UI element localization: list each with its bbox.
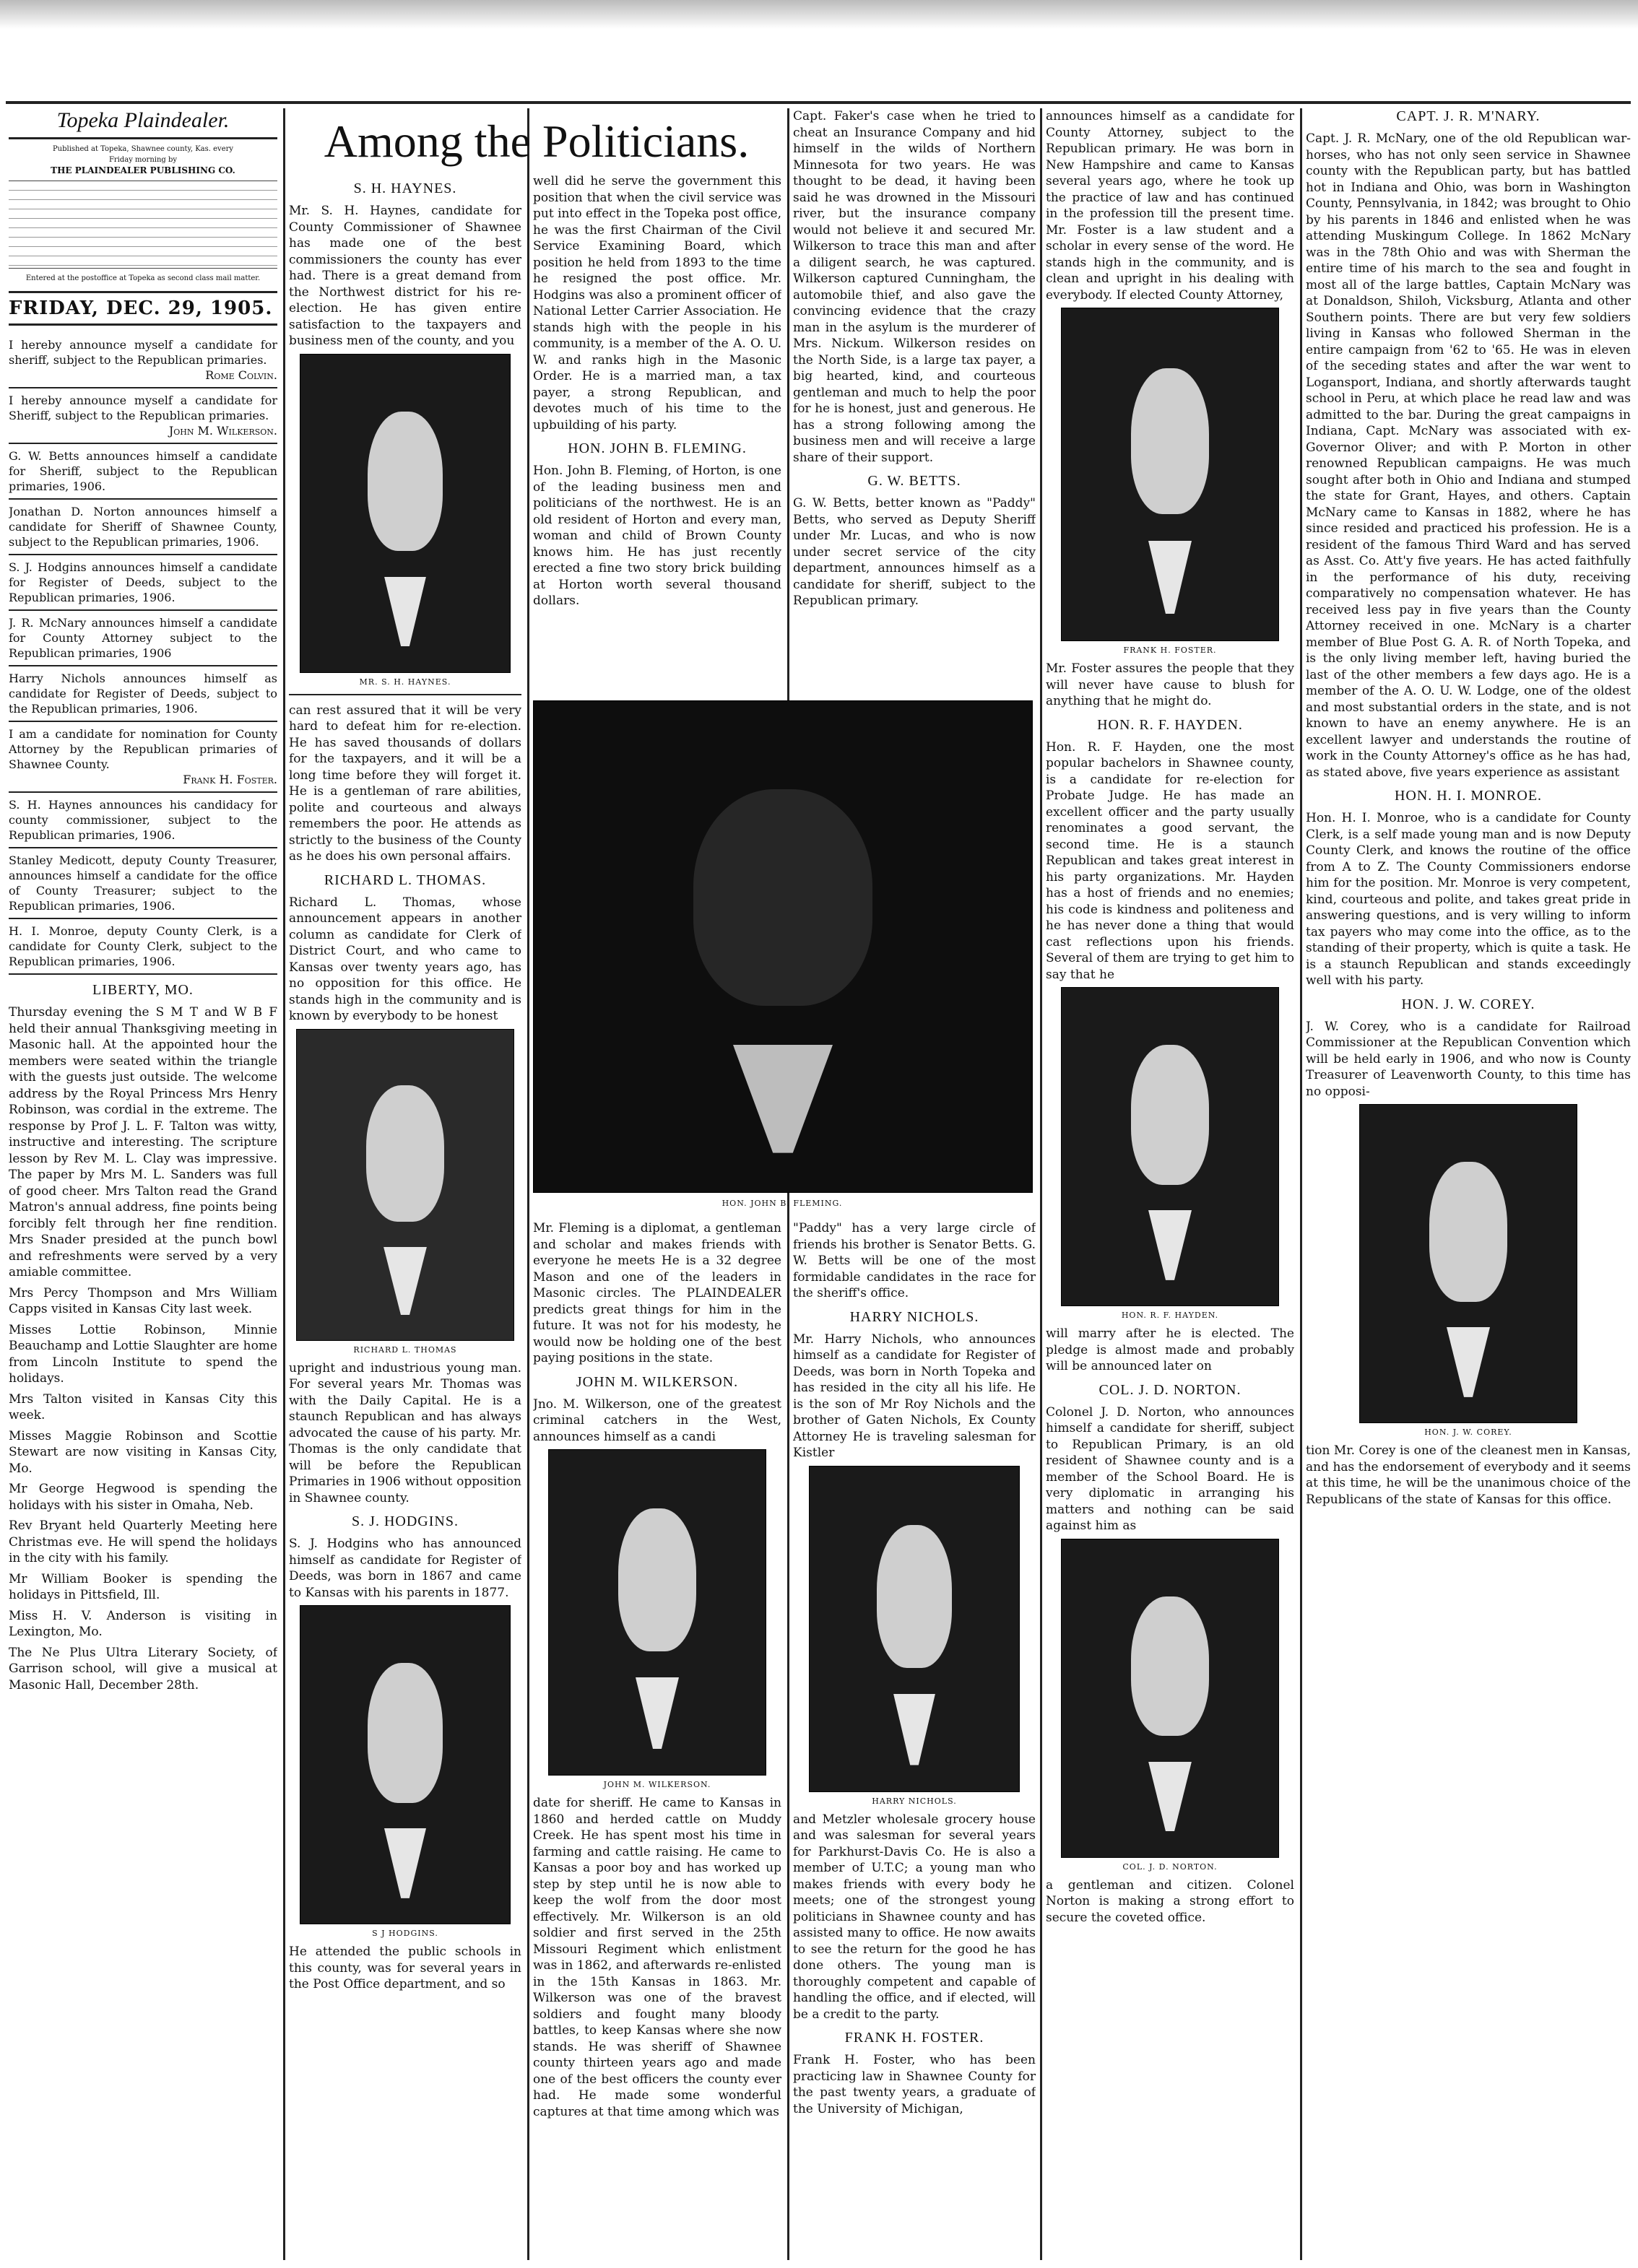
corey-caption: HON. J. W. COREY. (1424, 1428, 1512, 1437)
column-3-lower (533, 1220, 781, 2124)
liberty-paragraph: Misses Maggie Robinson and Scottie Stewart are now visiting in Kansas City, Mo. (9, 1428, 277, 1476)
nichols-caption: HARRY NICHOLS. (872, 1796, 957, 1806)
fleming-portrait (533, 700, 1033, 1193)
liberty-paragraph: Rev Bryant held Quarterly Meeting here Christmas eve. He will spend the holidays in the city with his family. (9, 1518, 277, 1565)
column-4-lower (793, 1220, 1036, 2121)
wilkerson-heading: JOHN M. WILKERSON. (576, 1373, 739, 1390)
nichols-paragraph: Mr. Harry Nichols, who announces himself as a candidate for Register of Deeds, was born in North Topeka and has resided in the city all his life. He is the son of Mr Roy Nichols and the brother of Gaten Nichols, Ex County Attorney He is traveling salesman for Kistler (793, 1331, 1036, 1460)
liberty-paragraph: Mr William Booker is spending the holidays in Pittsfield, Ill. (9, 1571, 277, 1602)
announcement-text: Jonathan D. Norton announces himself a candidate for Sheriff of Shawnee County, subject to the Republican primaries, 1906. (9, 505, 277, 549)
betts-paragraph: "Paddy" has a very large circle of friends his brother is Senator Betts. G. W. Betts will be one of the most formidable candidates in the race for the sheriff's office. (793, 1221, 1036, 1300)
hodgins-continued: well did he serve the government this position that when the civil service was put into effect in the Topeka post office, he was the first Chairman of the Civil Service Examining Board, which position he held from 1893 to the time he resigned the post office. Mr. Hodgins was also a prominent officer of National Letter Carrier Association. He stands high with the people in his community, is a member of the A. O. U. W. and ranks high in the Masonic Order. He is a married man, a tax payer, a strong Republican, and devotes much of his time to the upbuilding of his party. (533, 174, 781, 433)
announcement-text: G. W. Betts announces himself a candidate for Sheriff, subject to the Republican primaries, 1906. (9, 449, 277, 493)
nichols-heading: HARRY NICHOLS. (849, 1308, 979, 1325)
hodgins-caption: S J HODGINS. (372, 1929, 438, 1938)
column-rule (283, 108, 285, 2260)
announcement-signature: Frank H. Foster. (183, 773, 277, 786)
haynes-portrait (300, 354, 511, 673)
liberty-paragraph: Misses Lottie Robinson, Minnie Beauchamp and Lottie Slaughter are home from Lincoln Institute to spend the holidays. (9, 1322, 277, 1386)
foster-paragraph: announces himself as a candidate for County Attorney, subject to the Republican primary. He was born in New Hampshire and came to Kansas several years ago, where he took up the practice of law and has continued in the profession till the present time. Mr. Foster is a law student and a scholar in every sense of the word. He stands high in the community, and is clean and upright in his dealing with everybody. If elected County Attorney, (1046, 109, 1294, 303)
foster-caption: FRANK H. FOSTER. (1123, 646, 1217, 655)
column-4 (793, 108, 1036, 614)
norton-paragraph: Colonel J. D. Norton, who announces himself a candidate for sheriff, subject to Republican Primary, is an old resident of Shawnee county and is a member of the School Board. He is very diplomatic in arranging his matters and nothing can be said against him as (1046, 1404, 1294, 1533)
fleming-caption: HON. JOHN B. FLEMING. (722, 1199, 843, 1208)
mcnary-paragraph: Capt. J. R. McNary, one of the old Republican war-horses, who has not only seen service in Shawnee county with the Republican party, but has battled hot in Indiana and Ohio, was born in Washington County, Pennsylvania, in 1842; was brought to Ohio by his parents in 1846 and enlisted when he was attending Muskingum College. In 1862 McNary was in the 78th Ohio and was with Sherman the entire time of his march to the sea and fought in most all of the large battles, Captain McNary was at Donaldson, Shiloh, Vicksburg, Atlanta and other Southern points. There are but very few soldiers living in Kansas who followed Sherman in the entire campaign from '62 to '65. He was in eleven of the seceding states and after the war went to Logansport, Indiana, and shortly afterwards taught school in Peru, at which place he read law and was admitted to the bar. During the great campaigns in Indiana, Capt. McNary was associated with ex-Governor Oliver; and with P. Morton in other renowned Republican campaigns. He was much sought after both in Ohio and Indiana and stumped the state for Grant, Hayes, and others. Captain McNary came to Kansas in 1882, where he has since resided and practiced his profession. He is a resident of the famous Third Ward and has served as Asst. Co. Att'y five years. He has acted faithfully in the performance of his duty, receiving comparatively no compensation whatever. He has received less pay in five years than the County Attorney received in one. McNary is a charter member of Blue Post G. A. R. of North Topeka, and is the only living member left, having buried the last of the other members a few days ago. He is a member of the A. O. U. W. Lodge, one of the oldest and most substantial orders in the state, and is not known to have an enemy anywhere. He is an excellent lawyer and understands the routine of work in the County Attorney's office as he has had, as stated above, five years experience as assistant (1306, 131, 1631, 780)
announcement (9, 500, 277, 555)
scan-edge (0, 0, 1638, 29)
hodgins-paragraph: S. J. Hodgins who has announced himself as candidate for Register of Deeds, was born in 1867 and came to Kansas with his parents in 1877. (289, 1537, 521, 1600)
thomas-paragraph: upright and industrious young man. For several years Mr. Thomas was with the Daily Capital. He is a staunch Republican and has always advocated the cause of his party. Mr. Thomas is the only candidate that will be before the Republican Primaries in 1906 without opposition in Shawnee county. (289, 1360, 521, 1506)
announcement-signature: John M. Wilkerson. (168, 424, 277, 438)
nichols-portrait (809, 1466, 1020, 1792)
fleming-heading: HON. JOHN B. FLEMING. (568, 440, 747, 456)
announcement (9, 611, 277, 666)
column-2 (289, 173, 521, 1997)
subscription-rates-block (9, 181, 277, 269)
norton-portrait (1061, 1539, 1279, 1858)
masthead-publisher: THE PLAINDEALER PUBLISHING CO. (51, 165, 235, 175)
haynes-paragraph: can rest assured that it will be very hard to defeat him for re-election. He has saved thousands of dollars for the taxpayers, and it will be a long time before they will forget it. He is a gentleman of rare abilities, polite and courteous and always remembers the poor. He attends as strictly to the business of the County as he does his own personal affairs. (289, 703, 521, 864)
announcement-text: Stanley Medicott, deputy County Treasurer, announces himself a candidate for the office of County Treasurer; subject to the Republican primaries, 1906. (9, 853, 277, 913)
announcement (9, 722, 277, 793)
announcement-text: S. H. Haynes announces his candidacy for county commissioner, subject to the Republican primaries, 1906. (9, 798, 277, 842)
announcement (9, 919, 277, 975)
wilkerson-paragraph: date for sheriff. He came to Kansas in 1860 and herded cattle on Muddy Creek. He has spent most his time in farming and cattle raising. He came to Kansas a poor boy and has worked up step by step until he is now able to keep the wolf from the door most effectively. Mr. Wilkerson is an old soldier and first served in the 25th Missouri Regiment which enlistment was in 1862, and afterwards re-enlisted in the 15th Kansas in 1863. Mr. Wilkerson was one of the bravest soldiers and fought many bloody battles, to keep Kansas where she now stands. He was sheriff of Shawnee county thirteen years ago and made one of the best officers the county ever had. He made some wonderful captures at that time among which was (533, 1796, 781, 2119)
corey-heading: HON. J. W. COREY. (1401, 996, 1535, 1012)
monroe-heading: HON. H. I. MONROE. (1394, 788, 1543, 804)
announcement (9, 333, 277, 388)
announcements (9, 333, 277, 975)
column-6 (1306, 108, 1631, 1512)
norton-paragraph: a gentleman and citizen. Colonel Norton is making a strong effort to secure the coveted office. (1046, 1877, 1294, 1925)
announcement-signature: Rome Colvin. (205, 368, 277, 382)
haynes-heading: S. H. HAYNES. (353, 181, 457, 196)
announcement-text: Harry Nichols announces himself as candidate for Register of Deeds, subject to the Republican primaries, 1906. (9, 672, 277, 716)
column-1 (9, 108, 277, 1698)
foster-paragraph: Mr. Foster assures the people that they will never have cause to blush for anything that he might do. (1046, 661, 1294, 708)
corey-paragraph: J. W. Corey, who is a candidate for Railroad Commissioner at the Republican Convention which will be held early in 1906, and who now is County Treasurer of Leavenworth County, to this time has no opposi- (1306, 1019, 1631, 1099)
liberty-paragraph: The Ne Plus Ultra Literary Society, of Garrison school, will give a musical at Masonic Hall, December 28th. (9, 1645, 277, 1693)
thomas-paragraph: Richard L. Thomas, whose announcement appears in another column as candidate for Clerk of District Court, and who came to Kansas over twenty years ago, has no opposition for this office. He stands high in the community and is known by everybody to be honest (289, 895, 521, 1023)
liberty-paragraph: Miss H. V. Anderson is visiting in Lexington, Mo. (9, 1608, 277, 1639)
announcement-text: J. R. McNary announces himself a candidate for County Attorney subject to the Republican primaries, 1906 (9, 616, 277, 660)
announcement (9, 444, 277, 500)
foster-portrait (1061, 308, 1279, 641)
hayden-heading: HON. R. F. HAYDEN. (1097, 716, 1243, 733)
haynes-paragraph: Mr. S. H. Haynes, candidate for County Commissioner of Shawnee has made one of the best commissioners the county has ever had. There is a great demand from the Northwest district for his re-election. He has given entire satisfaction to the taxpayers and business men of the county, and you (289, 204, 521, 348)
corey-portrait (1359, 1104, 1577, 1423)
liberty-paragraph: Mrs Percy Thompson and Mrs William Capps visited in Kansas City last week. (9, 1285, 277, 1316)
hodgins-paragraph: He attended the public schools in this county, was for several years in the Post Office department, and so (289, 1945, 521, 1991)
wilkerson-caption: JOHN M. WILKERSON. (603, 1780, 711, 1789)
fleming-paragraph: Mr. Fleming is a diplomat, a gentleman and scholar and makes friends with everyone he meets He is a 32 degree Mason and one of the leaders in Masonic circles. The PLAINDEALER predicts great things for him in the future. It was not for his modesty, he would now be holding one of the best paying positions in the state. (533, 1221, 781, 1365)
masthead-entry: Entered at the postoffice at Topeka as second class mail matter. (25, 274, 261, 282)
announcement-text: I am a candidate for nomination for County Attorney by the Republican primaries of Shawnee County. (9, 727, 277, 771)
hodgins-heading: S. J. HODGINS. (352, 1513, 459, 1529)
hayden-paragraph: Hon. R. F. Hayden, one the most popular bachelors in Shawnee county, is a candidate for re-election for Probate Judge. He has made an excellent officer and the party usually renominates a good servant, the second time. He is a staunch Republican and takes great interest in his party organizations. Mr. Hayden has a host of friends and no enemies; his code is kindness and politeness and he has never done a thing that would cast reflections upon his friends. Several of them are trying to get him to say that he (1046, 739, 1294, 982)
announcement (9, 793, 277, 848)
thomas-portrait (296, 1029, 514, 1341)
liberty-paragraph: Thursday evening the S M T and W B F held their annual Thanksgiving meeting in Masonic hall. At the appointed hour the members were seated within the triangle with the guests just outside. The welcome address by the Royal Princess Mrs Henry Robinson, was cordial in the extreme. The response by Prof J. L. F. Talton was witty, instructive and interesting. The scripture lesson by Rev M. L. Clay was impressive. The paper by Mrs M. L. Sanders was full of good cheer. Mrs Talton read the Grand Matron's annual address, fine points being forcibly felt through her fine rendition. Mrs Snader presided at the punch bowl and refreshments were served by a very amiable committee. (9, 1005, 277, 1279)
wilkerson-continued: Capt. Faker's case when he tried to cheat an Insurance Company and hid himself in the wilds of Northern Minnesota for two years. He was thought to be dead, it having been said he was drowned in the Missouri river, but the insurance company would not believe it and secured Mr. Wilkerson to trace this man and after a diligent search, he was captured. Wilkerson captured Cunningham, the automobile thief, and also gave the convincing evidence that the crazy man in the asylum is the murderer of Mrs. Nickum. Wilkerson resides on the North Side, is a large tax payer, a big hearted, kind, and courteous gentleman and much to help the poor for he is honest, just and generous. He has a strong following among the business men and will receive a large share of their support. (793, 109, 1036, 465)
mcnary-heading: CAPT. J. R. M'NARY. (1396, 108, 1540, 124)
announcement-text: H. I. Monroe, deputy County Clerk, is a candidate for County Clerk, subject to the Republican primaries, 1906. (9, 924, 277, 968)
issue-date: FRIDAY, DEC. 29, 1905. (9, 291, 277, 326)
announcement (9, 555, 277, 611)
column-5 (1046, 108, 1294, 1930)
announcement-text: S. J. Hodgins announces himself a candidate for Register of Deeds, subject to the Republican primaries, 1906. (9, 560, 277, 604)
hayden-caption: HON. R. F. HAYDEN. (1121, 1311, 1219, 1320)
fleming-paragraph: Hon. John B. Fleming, of Horton, is one of the leading business men and politicians of the northwest. He is an old resident of Horton and every man, woman and child of Brown County knows him. He has just recently erected a fine two story brick building at Horton worth several thousand dollars. (533, 464, 781, 608)
section-banner: Among the Politicians. (324, 116, 750, 167)
betts-heading: G. W. BETTS. (867, 473, 961, 489)
foster-paragraph: Frank H. Foster, who has been practicing law in Shawnee County for the past twenty years, a graduate of the University of Michigan, (793, 2053, 1036, 2116)
hayden-portrait (1061, 987, 1279, 1306)
corey-paragraph: tion Mr. Corey is one of the cleanest men in Kansas, and has the endorsement of everybody and it seems at this time, he will be the unanimous choice of the Republicans of the state of Kansas for this office. (1306, 1443, 1631, 1507)
column-rule (527, 108, 529, 2260)
liberty-paragraph: Mrs Talton visited in Kansas City this week. (9, 1391, 277, 1422)
announcement-text: I hereby announce myself a candidate for Sheriff, subject to the Republican primaries. (9, 394, 277, 422)
monroe-paragraph: Hon. H. I. Monroe, who is a candidate for County Clerk, is a self made young man and is now Deputy County Clerk, and knows the routine of the office from A to Z. The County Commissioners endorse him for the position. Mr. Monroe is very competent, kind, courteous and polite, and takes great pride in answering questions, and is very willing to inform tax payers who may come into the office, as to the standing of their property, which is quite a task. He is a staunch Republican and stands exceedingly well with his party. (1306, 811, 1631, 988)
thomas-caption: RICHARD L. THOMAS (353, 1344, 457, 1355)
masthead-line: Published at Topeka, Shawnee county, Kas. every (52, 145, 234, 153)
norton-heading: COL. J. D. NORTON. (1098, 1381, 1242, 1398)
haynes-caption: MR. S. H. HAYNES. (359, 677, 451, 687)
announcement (9, 666, 277, 722)
foster-heading: FRANK H. FOSTER. (844, 2030, 984, 2046)
wilkerson-portrait (548, 1449, 766, 1776)
top-rule (6, 101, 1631, 104)
column-3 (533, 173, 781, 614)
hodgins-portrait (300, 1605, 511, 1924)
announcement (9, 848, 277, 919)
liberty-paragraph: Mr George Hegwood is spending the holidays with his sister in Omaha, Neb. (9, 1482, 277, 1513)
wilkerson-paragraph: Jno. M. Wilkerson, one of the greatest criminal catchers in the West, announces himself as a candi (533, 1396, 781, 1444)
column-rule (1040, 108, 1042, 2260)
masthead-line: Friday morning by (108, 156, 178, 164)
thomas-heading: RICHARD L. THOMAS. (324, 872, 487, 888)
liberty-heading: LIBERTY, MO. (92, 982, 194, 998)
announcement-text: I hereby announce myself a candidate for sheriff, subject to the Republican primaries. (9, 338, 277, 367)
column-rule (1300, 108, 1302, 2260)
nichols-paragraph: and Metzler wholesale grocery house and was salesman for several years for Parkhurst-Davis Co. He is also a member of U.T.C; a young man who makes friends with every body he meets; one of the strongest young politicians in Shawnee county and has assisted many to office. He now awaits to see the return for the good he has done others. The young man is thoroughly competent and capable of handling the office, and if elected, will be a credit to the party. (793, 1812, 1036, 2022)
divider (289, 694, 521, 695)
announcement (9, 388, 277, 444)
hayden-paragraph: will marry after he is elected. The pledge is almost made and probably will be announced later on (1046, 1326, 1294, 1373)
norton-caption: COL. J. D. NORTON. (1122, 1861, 1218, 1872)
masthead-title: Topeka Plaindealer. (9, 108, 277, 139)
betts-paragraph: G. W. Betts, better known as "Paddy" Betts, who served as Deputy Sheriff under Mr. Lucas, and who is now under secret service of the city department, announces himself as a candidate for sheriff, subject to the Republican primary. (793, 496, 1036, 608)
